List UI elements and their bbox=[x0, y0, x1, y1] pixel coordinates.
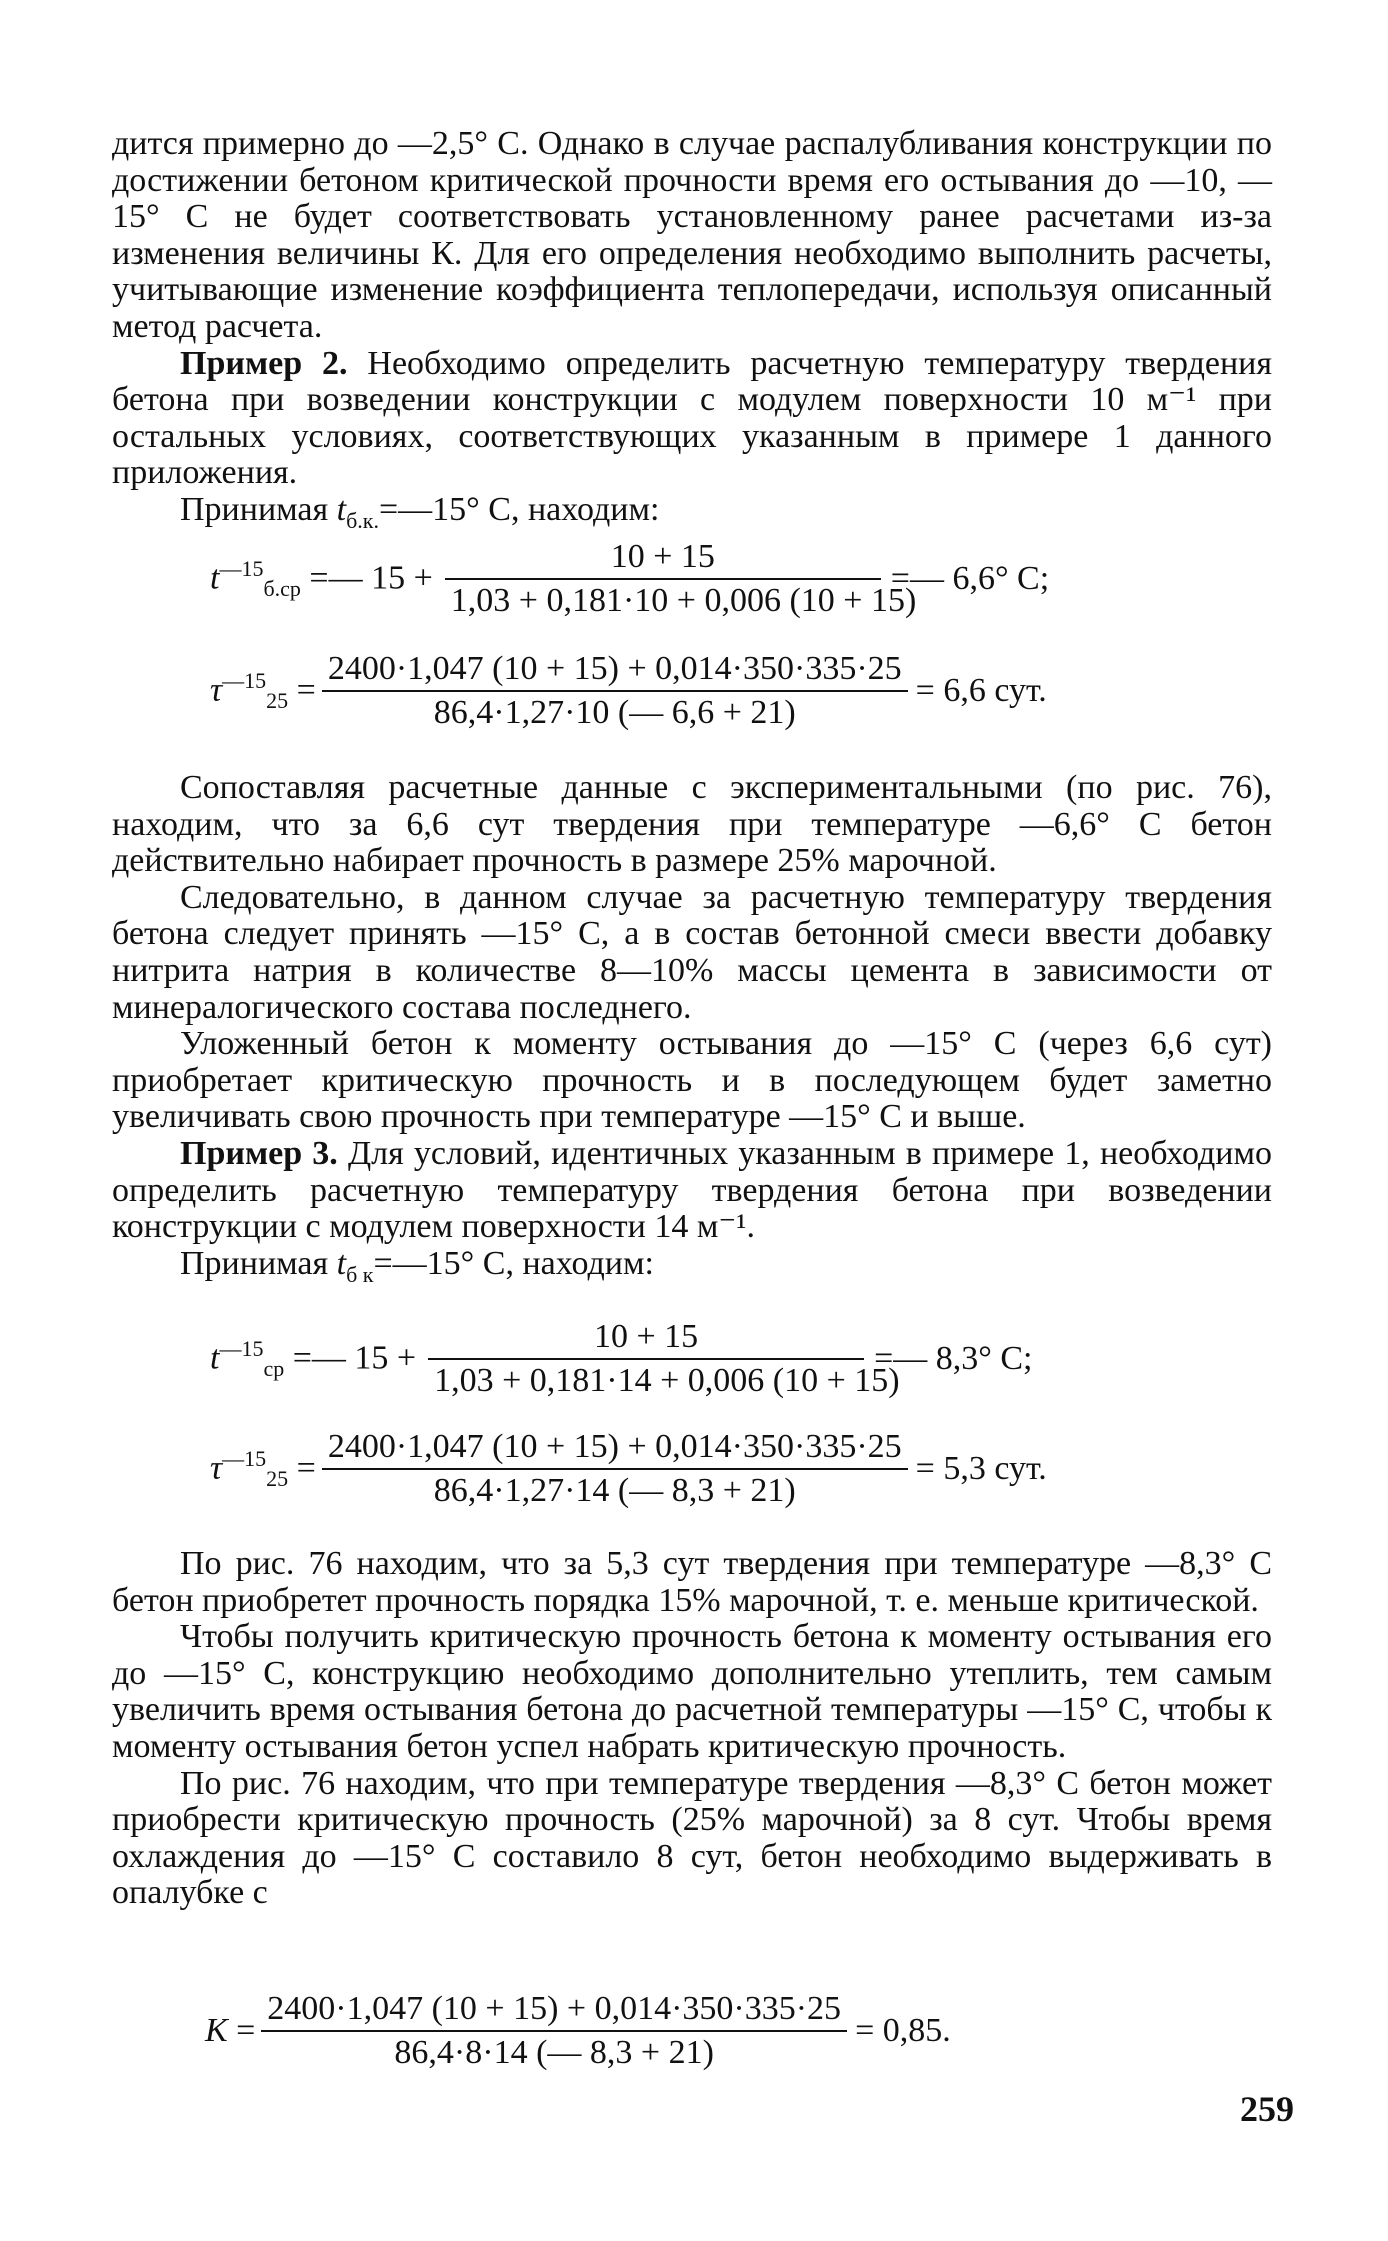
taking-2-pre: Принимая bbox=[180, 1244, 337, 1282]
paragraph-taking-2 bbox=[112, 1246, 1272, 1293]
equation-4-denominator: 86,4·1,27·14 (— 8,3 + 21) bbox=[322, 1468, 908, 1510]
taking-1-var: t bbox=[336, 490, 347, 528]
example-3-text: Для условий, идентичных указанным в примере 1, необходимо определить расчетную температуру твердения бетона при возведении конструкции с модулем поверхности 14 м⁻¹. bbox=[112, 1134, 1272, 1246]
text-block-top bbox=[112, 126, 1272, 539]
equation-4-numerator: 2400·1,047 (10 + 15) + 0,014·350·335·25 bbox=[327, 1428, 902, 1465]
taking-1-pre: Принимая bbox=[180, 490, 337, 528]
taking-1-post: =—15° С, находим: bbox=[379, 490, 660, 528]
equation-1-result: =— 6,6° С; bbox=[890, 560, 1050, 597]
equation-5-result: = 0,85. bbox=[855, 2012, 951, 2049]
equation-2-fraction bbox=[322, 650, 908, 732]
equation-3-denominator: 1,03 + 0,181·14 + 0,006 (10 + 15) bbox=[428, 1358, 864, 1400]
equation-2-lhs: $\tau^{—15}_{25}$ = bbox=[210, 667, 316, 714]
equation-2-result: = 6,6 сут. bbox=[915, 672, 1047, 709]
page-number: 259 bbox=[1240, 2089, 1294, 2129]
equation-3-fraction bbox=[426, 1318, 900, 1400]
paragraph-to-obtain: Чтобы получить критическую прочность бетона к моменту остывания его до —15° С, конструкцию необходимо дополнительно утеплить, тем самым увеличить время остывания бетона до расчетной температуры —15° С, чтобы к моменту остывания бетон успел набрать критическую прочность. bbox=[112, 1618, 1272, 1765]
taking-2-sub: б к bbox=[346, 1261, 374, 1287]
equation-1-lhs: $t^{—15}_{б.ср}$ =— 15 + bbox=[210, 555, 433, 602]
text-block-middle bbox=[112, 770, 1272, 1293]
paragraph-figure-76-a: По рис. 76 находим, что за 5,3 сут твердения при температуре —8,3° С бетон приобретет прочность порядка 15% марочной, т. е. меньше критической. bbox=[112, 1545, 1272, 1619]
equation-3-numerator: 10 + 15 bbox=[593, 1318, 699, 1355]
text-block-bottom bbox=[112, 1546, 1272, 1912]
example-2-text: Необходимо определить расчетную температуру твердения бетона при возведении конструкции с модулем поверхности 10 м⁻¹ при остальных условиях, соответствующих указанным в примере 1 данного приложения. bbox=[112, 344, 1273, 492]
equation-5-numerator: 2400·1,047 (10 + 15) + 0,014·350·335·25 bbox=[267, 1990, 842, 2027]
equation-3-result: =— 8,3° С; bbox=[874, 1340, 1033, 1377]
equation-5-fraction bbox=[261, 1990, 847, 2072]
paragraph-example-3 bbox=[112, 1136, 1272, 1246]
paragraph-compare: Сопоставляя расчетные данные с экспериментальными (по рис. 76), находим, что за 6,6 сут твердения при температуре —6,6° С бетон действительно набирает прочность в размере 25% марочной. bbox=[112, 769, 1272, 880]
paragraph-continuation: дится примерно до —2,5° С. Однако в случае распалубливания конструкции по достижении бетоном критической прочности время его остывания до —10, —15° С не будет соответствовать установленному ранее расчетами из-за изменения величины К. Для его определения необходимо выполнить расчеты, учитывающие изменение коэффициента теплопередачи, используя описанный метод расчета. bbox=[112, 125, 1272, 345]
equation-5-denominator: 86,4·8·14 (— 8,3 + 21) bbox=[261, 2030, 847, 2072]
paragraph-figure-76-b: По рис. 76 находим, что при температуре твердения —8,3° С бетон может приобрести критическую прочность (25% марочной) за 8 сут. Чтобы время охлаждения до —15° С составило 8 сут, бетон необходимо выдерживать в опалубке с bbox=[112, 1764, 1272, 1912]
equation-5-lhs: К = bbox=[205, 2012, 256, 2049]
taking-2-var: t bbox=[336, 1244, 347, 1282]
paragraph-laid-concrete: Уложенный бетон к моменту остывания до —15° С (через 6,6 сут) приобретает критическую прочность и в последующем будет заметно увеличивать свою прочность при температуре —15° С и выше. bbox=[112, 1025, 1272, 1136]
equation-4-lhs: $\tau^{—15}_{25}$ = bbox=[210, 1445, 316, 1492]
equation-2-numerator: 2400·1,047 (10 + 15) + 0,014·350·335·25 bbox=[327, 650, 902, 687]
paragraph-example-2 bbox=[112, 346, 1272, 492]
equation-4-result: = 5,3 сут. bbox=[915, 1450, 1047, 1487]
example-3-label: Пример 3. bbox=[180, 1134, 338, 1172]
equation-1-fraction bbox=[443, 538, 917, 620]
taking-2-post: =—15° С, находим: bbox=[373, 1244, 654, 1282]
equation-4-fraction bbox=[322, 1428, 908, 1510]
equation-2-denominator: 86,4·1,27·10 (— 6,6 + 21) bbox=[322, 690, 908, 732]
paragraph-therefore: Следовательно, в данном случае за расчетную температуру твердения бетона следует принять —15° С, а в состав бетонной смеси ввести добавку нитрита натрия в количестве 8—10% массы цемента в зависимости от минералогического состава последнего. bbox=[112, 878, 1272, 1026]
paragraph-taking-1 bbox=[112, 492, 1272, 539]
equation-3-lhs: $t^{—15}_{ср}$ =— 15 + bbox=[210, 1335, 417, 1382]
taking-1-sub: б.к. bbox=[346, 507, 379, 533]
example-2-label: Пример 2. bbox=[180, 344, 348, 382]
equation-1-numerator: 10 + 15 bbox=[610, 538, 715, 575]
equation-1-denominator: 1,03 + 0,181·10 + 0,006 (10 + 15) bbox=[445, 578, 881, 620]
